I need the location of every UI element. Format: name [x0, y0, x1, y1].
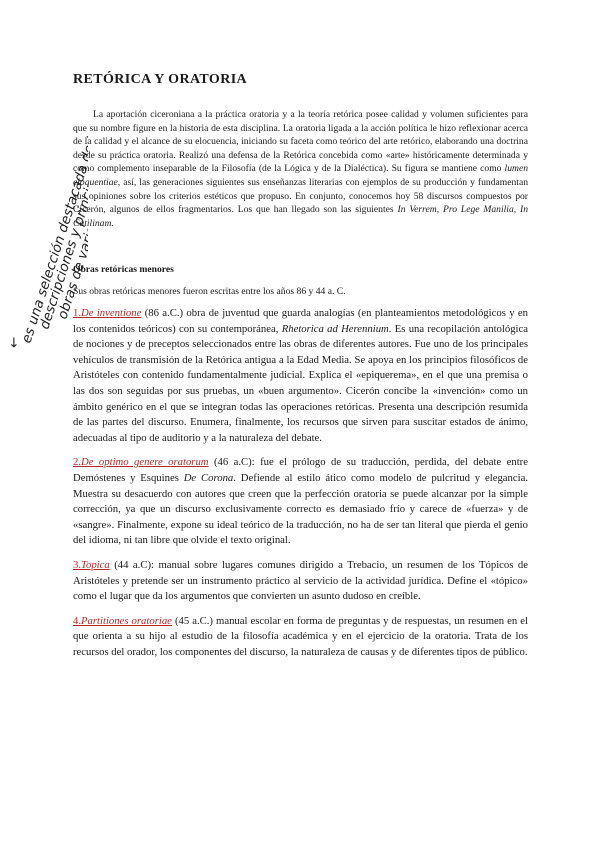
work-title-link[interactable]: De optimo genere oratorum [81, 456, 209, 469]
margin-note-line-1: es una selección destacada de las [18, 120, 88, 346]
work-number: 4. [73, 614, 82, 627]
work-text-b: Rhetorica ad Herennium [281, 322, 389, 335]
margin-note-arrow [8, 337, 22, 348]
work-title-link[interactable]: De inventione [81, 307, 142, 319]
work-text-a: (46 a.C): fue el prólogo de su traducción, perdida, del debate entre Demóstenes y Esquines [73, 456, 528, 484]
work-title-link[interactable]: Partitiones oratoriae [81, 614, 172, 627]
work-text-a: (86 a.C.) obra de juventud que guarda analogías (en planteamientos metodológicos y en los contenidos teóricos) con su contemporánea, [73, 307, 528, 335]
work-entry-1 [73, 306, 528, 446]
work-text-a: (44 a.C): manual sobre lugares comunes dirigido a Trebacio, un resumen de los Tópicos de Aristóteles y pretende ser un instrumento práctico al servicio de la actividad jurídica. Define el «tópico» como el lugar que da los argumentos que convierten un asunto dudoso en creíble. [73, 558, 528, 603]
margin-note-line-2: descripciones y principales [36, 152, 88, 332]
work-title-link[interactable]: Topica [81, 558, 110, 571]
work-number: 2. [73, 456, 82, 469]
margin-note-line-3: obras de varios [54, 217, 88, 322]
intro-lumen: lumen eloquentiae [73, 163, 528, 188]
works-list [73, 306, 528, 669]
work-entry-3 [73, 558, 528, 605]
work-text-c: . Defiende al estilo ático como modelo de pulcritud y elegancia. Muestra su desacuerdo con autores que creen que la perfección oratoria se puede alcanzar por la simple corrección, ya que un discurso exclusivamente correcto es demasiado frío y carece de «fuerza» y de «sangre». Finalmente, expone su ideal teórico de la traducción, no ha de ser tan literal que pierda el genio del idioma, ni tan libre que olvide el texto original. [73, 471, 529, 547]
intro-text-1: La aportación ciceroniana a la práctica oratoria y a la teoría retórica posee calidad y volumen suficientes para que su nombre figure en la historia de esta disciplina. La oratoria ligada a la acción política le hizo reflexionar acerca de la calidad y el alcance de su elocuencia, iniciando su faceta como teórico del arte retórico, elaborando una doctrina desde su práctica oratoria. Realizó una defensa de la Retórica concebida como «arte» históricamente determinada y como complemento inseparable de la Filosofía (de la Lógica y de la Dialéctica). Su figura se mantiene como [73, 109, 528, 175]
work-text-a: (45 a.C.) manual escolar en forma de preguntas y de respuestas, un resumen en el que orienta a su hijo al estudio de la filosofía académica y en el ejercicio de la oratoria. Trata de los recursos del orador, los componentes del discurso, la naturaleza de causas y de diferentes tipos de público. [73, 614, 528, 658]
minor-works-intro: Sus obras retóricas menores fueron escritas entre los años 86 y 44 a. C. [73, 286, 346, 297]
work-entry-4 [73, 614, 528, 661]
work-number: 3. [73, 558, 82, 571]
work-entry-2 [73, 455, 528, 549]
minor-works-heading: Obras retóricas menores [73, 264, 174, 275]
work-text-b: De Corona [183, 471, 234, 484]
intro-text-2: , así, las generaciones siguientes sus enseñanzas literarias con ejemplos de su producción y fundamentan sus opiniones sobre los criterios estéticos que propuso. En conjunto, conocemos hoy 58 discursos compuestos por Cicerón, algunos de ellos fragmentarios. Los que han llegado son las siguientes [73, 176, 528, 216]
intro-paragraph [73, 108, 528, 230]
page-title: RETÓRICA Y ORATORIA [73, 72, 248, 87]
work-text-c: . Es una recopilación antológica de nociones y de preceptos seleccionados entre las obras de diferentes autores. Fue uno de los principales vehículos de transmisión de la Retórica antigua a la Edad Media. Se apoya en los principios filosóficos de Aristóteles con contenido fundamentalmente judicial. Explica el «epiquerema», en el que una premisa o las dos son seguidas por sus pruebas, un «buen argumento». Cicerón concibe la «invención» como un ámbito genérico en el que se integran todas las operaciones retóricas. Presenta una descripción resumida de las partes del discurso. Enumera, finalmente, los recursos que sirven para suscitar estados de ánimo, adecuadas al tipo de auditorio y a la naturaleza del debate. [73, 322, 528, 444]
work-number: 1. [73, 307, 82, 319]
intro-speeches: In Verrem, Pro Lege Manilia, In Catilinam. [73, 204, 529, 229]
